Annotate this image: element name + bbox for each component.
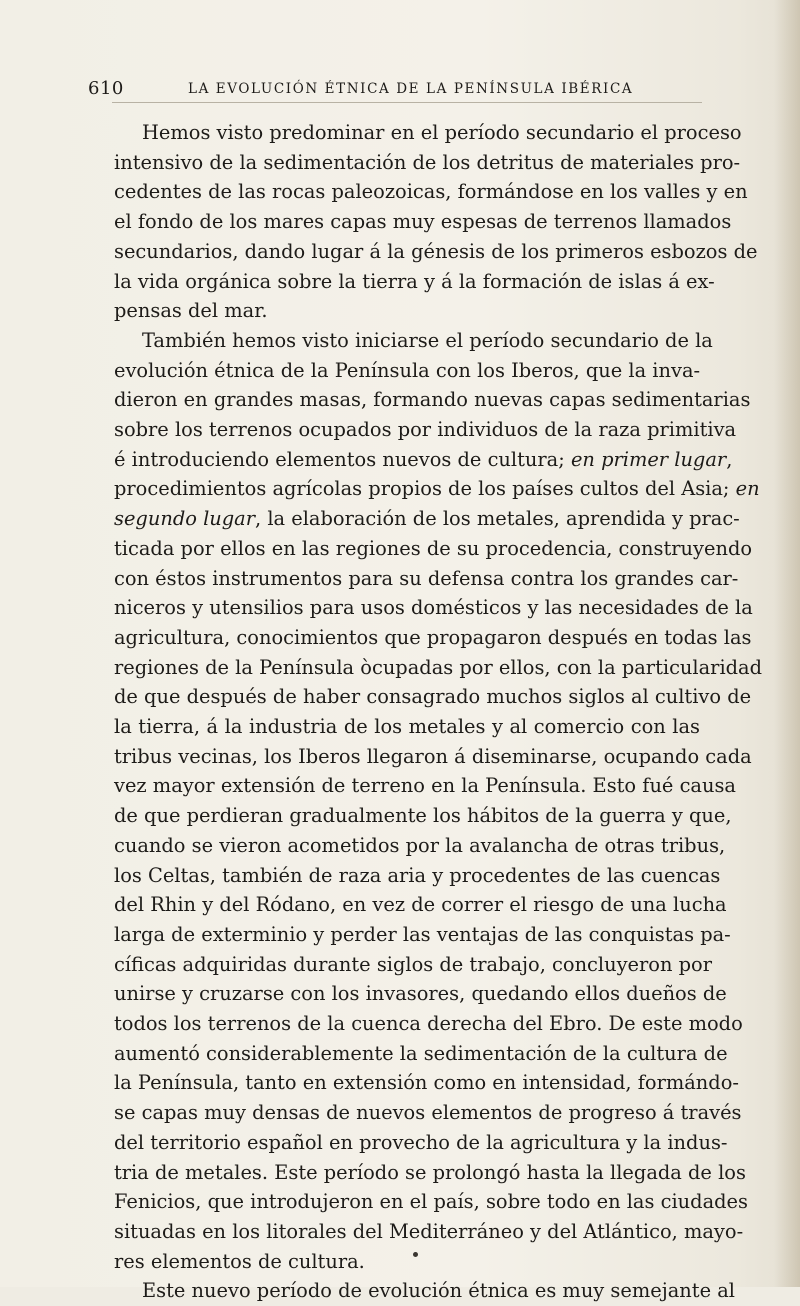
text-line: aumentó considerablemente la sedimentación de la cultura de (114, 1041, 728, 1065)
italic-phrase: en (735, 477, 760, 501)
italic-phrase: en primer lugar (570, 447, 727, 471)
text-line: larga de exterminio y perder las ventajas de las conquistas pa- (114, 922, 731, 946)
ink-dot (413, 1252, 418, 1257)
text-line: Este nuevo período de evolución étnica es muy semejante al (142, 1279, 735, 1303)
text-line: unirse y cruzarse con los invasores, quedando ellos dueños de (114, 982, 727, 1006)
text-line: cedentes de las rocas paleozoicas, formándose en los valles y en (114, 180, 748, 204)
text-line: agricultura, conocimientos que propagaron después en todas las (114, 625, 752, 649)
text-line: dieron en grandes masas, formando nuevas capas sedimentarias (114, 388, 751, 412)
text-line: de que después de haber consagrado muchos siglos al cultivo de (114, 685, 752, 709)
text-line: Hemos visto predominar en el período secundario el proceso (142, 121, 742, 144)
text-line: cuando se vieron acometidos por la avalancha de otras tribus, (114, 833, 726, 857)
text-line: niceros y utensilios para usos domésticos y las necesidades de la (114, 596, 753, 620)
text-line: todos los terrenos de la cuenca derecha del Ebro. De este modo (114, 1012, 743, 1035)
text-line: secundarios, dando lugar á la génesis de los primeros esbozos de (114, 239, 758, 263)
text-line: procedimientos agrícolas propios de los países cultos del Asia; en (114, 477, 760, 501)
text-line: situadas en los litorales del Mediterráneo y del Atlántico, mayo- (114, 1219, 744, 1243)
text-line: pensas del mar. (114, 299, 268, 323)
page-edge-shadow (774, 0, 800, 1287)
page-number: 610 (88, 78, 124, 99)
text-line: sobre los terrenos ocupados por individuos de la raza primitiva (114, 418, 737, 441)
text-line: tria de metales. Este período se prolongó hasta la llegada de los (114, 1160, 746, 1184)
running-title: LA EVOLUCIÓN ÉTNICA DE LA PENÍNSULA IBÉRICA (188, 81, 634, 97)
text-line: del territorio español en provecho de la agricultura y la indus- (114, 1130, 728, 1154)
text-line: intensivo de la sedimentación de los detritus de materiales pro- (114, 150, 741, 174)
text-line: tribus vecinas, los Iberos llegaron á diseminarse, ocupando cada (114, 744, 752, 768)
text-line: la tierra, á la industria de los metales y al comercio con las (114, 715, 700, 738)
text-line: la Península, tanto en extensión como en intensidad, formándo- (114, 1071, 739, 1095)
text-line: vez mayor extensión de terreno en la Península. Esto fué causa (114, 774, 736, 798)
text-line: con éstos instrumentos para su defensa contra los grandes car- (114, 566, 739, 590)
text-line: se capas muy densas de nuevos elementos de progreso á través (114, 1101, 742, 1125)
text-line: evolución étnica de la Península con los Iberos, que la inva- (114, 358, 701, 382)
text-line: cíficas adquiridas durante siglos de trabajo, concluyeron por (114, 952, 712, 976)
text-line: Fenicios, que introdujeron en el país, sobre todo en las ciudades (114, 1190, 748, 1214)
text-line: res elementos de cultura. (114, 1249, 365, 1273)
text-line: segundo lugar, la elaboración de los metales, aprendida y prac- (114, 507, 740, 531)
text-line: de que perdieran gradualmente los hábitos de la guerra y que, (114, 804, 732, 828)
text-line: el fondo de los mares capas muy espesas de terrenos llamados (114, 210, 732, 234)
italic-phrase: segundo lugar (114, 507, 255, 531)
text-line: ticada por ellos en las regiones de su procedencia, construyendo (114, 536, 753, 560)
page-header (88, 78, 708, 102)
text-line: regiones de la Península òcupadas por ellos, con la particularidad (114, 655, 763, 679)
text-line: los Celtas, también de raza aria y procedentes de las cuencas (114, 863, 721, 887)
text-line: la vida orgánica sobre la tierra y á la formación de islas á ex- (114, 269, 715, 293)
header-rule (112, 102, 702, 103)
text-line: También hemos visto iniciarse el período secundario de la (142, 328, 713, 352)
text-line: del Rhin y del Ródano, en vez de correr el riesgo de una lucha (114, 893, 727, 917)
text-line: é introduciendo elementos nuevos de cultura; en primer lugar, (114, 447, 733, 471)
